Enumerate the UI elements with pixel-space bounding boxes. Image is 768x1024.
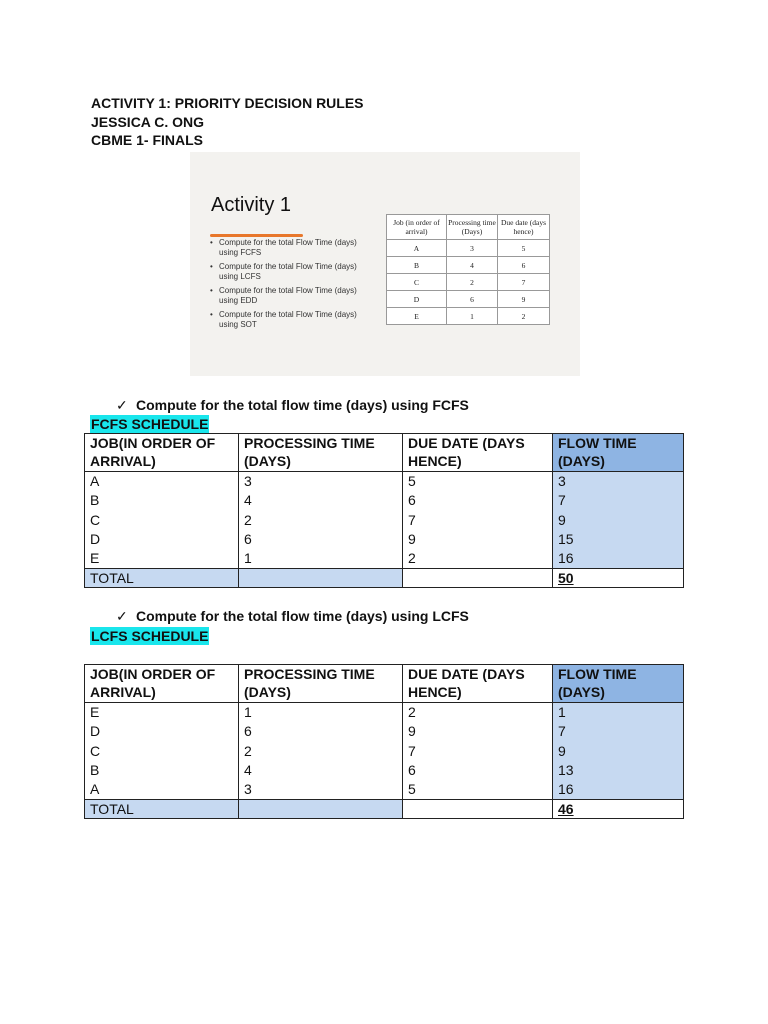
flow-time-cell: 9 (553, 511, 684, 530)
due-date-cell: 9 (403, 722, 553, 741)
lcfs-schedule-label: LCFS SCHEDULE (91, 628, 209, 644)
fcfs-instruction (116, 397, 469, 414)
slide-bullet-list (210, 238, 370, 334)
fcfs-instruction-text: Compute for the total flow time (days) using FCFS (136, 397, 469, 413)
flow-time-cell: 13 (553, 761, 684, 780)
slide-table-cell: 2 (498, 308, 550, 325)
slide-table-cell: 4 (447, 257, 498, 274)
table-row (85, 472, 684, 492)
table-row (85, 722, 684, 741)
checkmark-icon: ✓ (116, 608, 128, 624)
processing-cell: 6 (239, 722, 403, 741)
total-empty-cell (403, 800, 553, 819)
total-empty-cell (239, 569, 403, 588)
slide-table-cell: 2 (447, 274, 498, 291)
table-row (85, 530, 684, 549)
table-header-job: JOB(IN ORDER OF ARRIVAL) (85, 434, 239, 472)
processing-cell: 3 (239, 780, 403, 800)
slide-table-header: Processing time (Days) (447, 215, 498, 240)
due-date-cell: 2 (403, 703, 553, 723)
table-header-flow-time: FLOW TIME (DAYS) (553, 434, 684, 472)
job-cell: A (85, 780, 239, 800)
processing-cell: 2 (239, 511, 403, 530)
table-row (85, 780, 684, 800)
table-header-job: JOB(IN ORDER OF ARRIVAL) (85, 665, 239, 703)
slide-table-cell: E (387, 308, 447, 325)
fcfs-schedule-label: FCFS SCHEDULE (91, 416, 209, 432)
lcfs-schedule-table (84, 664, 684, 819)
flow-time-cell: 7 (553, 491, 684, 510)
processing-cell: 1 (239, 549, 403, 569)
total-value: 50 (553, 569, 684, 588)
slide-table-cell: 3 (447, 240, 498, 257)
job-cell: D (85, 722, 239, 741)
job-cell: B (85, 761, 239, 780)
course-label: CBME 1- FINALS (91, 132, 203, 148)
flow-time-cell: 16 (553, 780, 684, 800)
processing-cell: 4 (239, 761, 403, 780)
due-date-cell: 7 (403, 742, 553, 761)
job-cell: A (85, 472, 239, 492)
total-label: TOTAL (85, 569, 239, 588)
total-row (85, 800, 684, 819)
total-label: TOTAL (85, 800, 239, 819)
table-header-processing: PROCESSING TIME (DAYS) (239, 434, 403, 472)
due-date-cell: 2 (403, 549, 553, 569)
lcfs-instruction-text: Compute for the total flow time (days) using LCFS (136, 608, 469, 624)
lcfs-instruction (116, 608, 469, 625)
job-cell: C (85, 742, 239, 761)
due-date-cell: 5 (403, 472, 553, 492)
total-row (85, 569, 684, 588)
processing-cell: 6 (239, 530, 403, 549)
slide-table-cell: 6 (498, 257, 550, 274)
job-cell: E (85, 703, 239, 723)
due-date-cell: 6 (403, 491, 553, 510)
table-row (85, 703, 684, 723)
checkmark-icon: ✓ (116, 397, 128, 413)
slide-table-cell: 5 (498, 240, 550, 257)
slide-table-cell: C (387, 274, 447, 291)
table-row (85, 761, 684, 780)
processing-cell: 4 (239, 491, 403, 510)
due-date-cell: 6 (403, 761, 553, 780)
job-cell: B (85, 491, 239, 510)
slide-table-cell: 9 (498, 291, 550, 308)
slide-table-cell: 1 (447, 308, 498, 325)
total-empty-cell (239, 800, 403, 819)
flow-time-cell: 16 (553, 549, 684, 569)
author-name: JESSICA C. ONG (91, 113, 205, 130)
job-cell: C (85, 511, 239, 530)
processing-cell: 2 (239, 742, 403, 761)
slide-title: Activity 1 (211, 194, 292, 216)
table-header-processing: PROCESSING TIME (DAYS) (239, 665, 403, 703)
slide-table-cell: A (387, 240, 447, 257)
due-date-cell: 5 (403, 780, 553, 800)
activity-slide-image (190, 152, 580, 376)
table-row (85, 742, 684, 761)
table-header-due-date: DUE DATE (DAYS HENCE) (403, 434, 553, 472)
fcfs-schedule-table (84, 433, 684, 588)
flow-time-cell: 15 (553, 530, 684, 549)
flow-time-cell: 7 (553, 722, 684, 741)
table-header-flow-time: FLOW TIME (DAYS) (553, 665, 684, 703)
flow-time-cell: 1 (553, 703, 684, 723)
slide-table-header: Due date (days hence) (498, 215, 550, 240)
slide-bullet: • Compute for the total Flow Time (days) using LCFS (210, 262, 370, 282)
flow-time-cell: 9 (553, 742, 684, 761)
activity-title: ACTIVITY 1: PRIORITY DECISION RULES (91, 95, 364, 111)
due-date-cell: 9 (403, 530, 553, 549)
slide-table-cell: 7 (498, 274, 550, 291)
slide-data-table (386, 214, 550, 325)
table-row (85, 549, 684, 569)
slide-table-cell: D (387, 291, 447, 308)
slide-table-cell: 6 (447, 291, 498, 308)
total-value: 46 (553, 800, 684, 819)
table-row (85, 491, 684, 510)
slide-table-cell: B (387, 257, 447, 274)
table-row (85, 511, 684, 530)
flow-time-cell: 3 (553, 472, 684, 492)
slide-title-underline (210, 234, 303, 237)
due-date-cell: 7 (403, 511, 553, 530)
processing-cell: 1 (239, 703, 403, 723)
job-cell: D (85, 530, 239, 549)
job-cell: E (85, 549, 239, 569)
table-header-due-date: DUE DATE (DAYS HENCE) (403, 665, 553, 703)
document-header (91, 94, 364, 150)
slide-bullet: • Compute for the total Flow Time (days) using FCFS (210, 238, 370, 258)
slide-table-header: Job (in order of arrival) (387, 215, 447, 240)
slide-bullet: • Compute for the total Flow Time (days) using EDD (210, 286, 370, 306)
slide-bullet: • Compute for the total Flow Time (days) using SOT (210, 310, 370, 330)
total-empty-cell (403, 569, 553, 588)
processing-cell: 3 (239, 472, 403, 492)
